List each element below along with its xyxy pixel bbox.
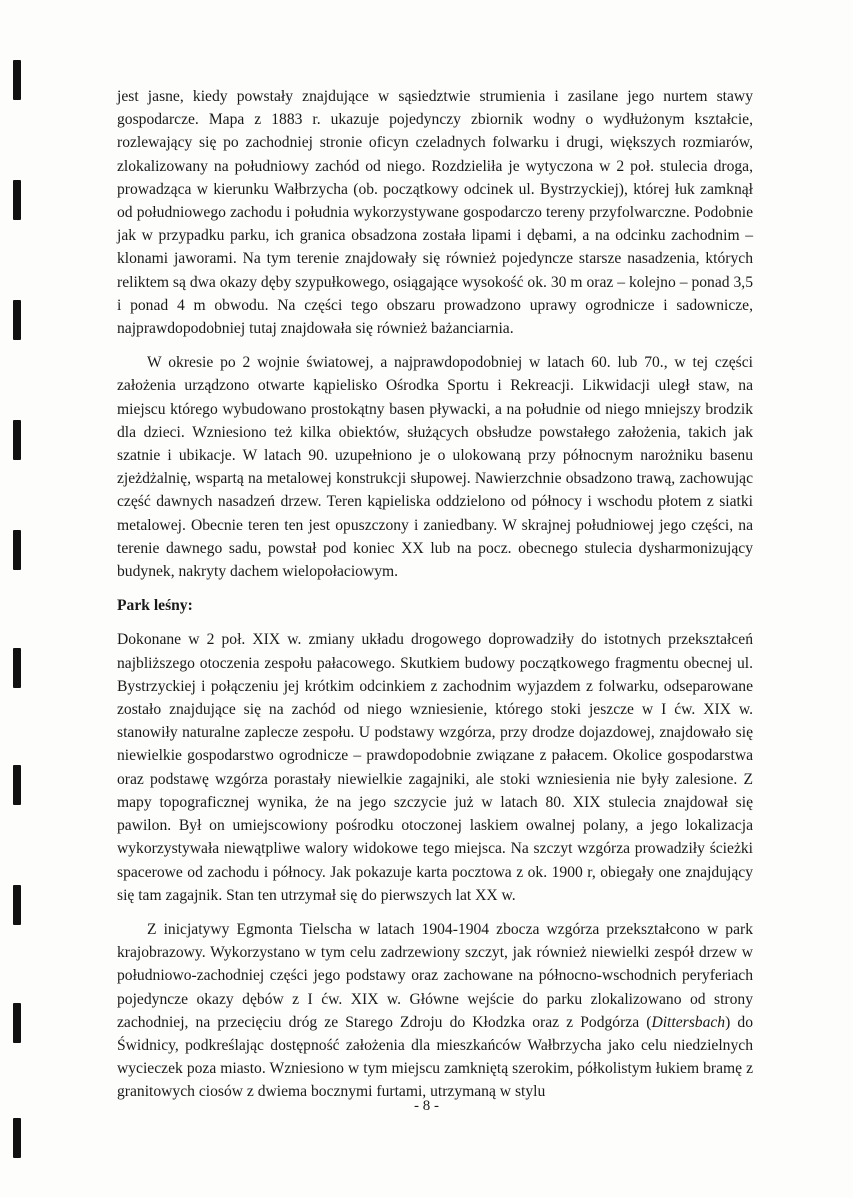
binder-hole-mark xyxy=(13,180,21,220)
binder-hole-mark xyxy=(13,885,21,925)
binder-hole-mark xyxy=(13,1003,21,1043)
paragraph-forest-park-history: Dokonane w 2 poł. XIX w. zmiany układu drogowego doprowadziły do istotnych przekształceń najbliższego otoczenia zespołu pałacowego. Skutkiem budowy początkowego fragmentu obecnej ul. Bystrzyckiej i połączeniu jej krótkim odcinkiem z zachodnim wyjazdem z folwarku, odseparowane zostało znajdujące się na zachód od niego wzniesienie, którego stoki jeszcze w I ćw. XIX w. stanowiły naturalne zaplecze zespołu. U podstawy wzgórza, przy drodze dojazdowej, znajdowało się niewielkie gospodarstwo ogrodnicze – prawdopodobnie związane z pałacem. Okolice gospodarstwa oraz podstawę wzgórza porastały niewielkie zagajniki, ale stoki wzniesienia nie były zalesione. Z mapy topograficznej wynika, że na jego szczycie już w latach 80. XIX stulecia znajdował się pawilon. Był on umiejscowiony pośrodku otoczonej laskiem owalnej polany, a jego lokalizacja wykorzystywała niewątpliwe walory widokowe tego miejsca. Na szczyt wzgórza prowadziły ścieżki spacerowe od zachodu i północy. Jak pokazuje karta pocztowa z ok. 1900 r, obiegały one znajdujący się tam zagajnik. Stan ten utrzymał się do pierwszych lat XX w. xyxy=(117,631,753,904)
paragraph-swimming-pool: W okresie po 2 wojnie światowej, a najprawdopodobniej w latach 60. lub 70., w tej części założenia urządzono otwarte kąpielisko Ośrodka Sportu i Rekreacji. Likwidacji uległ staw, na miejscu którego wybudowano prostokątny basen pływacki, a na południe od niego mniejszy brodzik dla dzieci. Wzniesiono też kilka obiektów, służących obsłudze powstałego założenia, takich jak szatnie i ubikacje. W latach 90. uzupełniono je o ulokowaną przy północnym narożniku basenu zjeżdżalnię, wspartą na metalowej konstrukcji słupowej. Nawierzchnie obsadzono trawą, zachowując część dawnych nasadzeń drzew. Teren kąpieliska oddzielono od północy i wschodu płotem z siatki metalowej. Obecnie teren ten jest opuszczony i zaniedbany. W skrajnej południowej jego części, na terenie dawnego sadu, powstał pod koniec XX lub na pocz. obecnego stulecia dysharmonizujący budynek, nakryty dachem wielopołaciowym. xyxy=(117,354,753,581)
paragraph-landscape-park xyxy=(117,918,753,1104)
binder-hole-mark xyxy=(13,300,21,340)
binder-hole-mark xyxy=(13,530,21,570)
binder-hole-mark xyxy=(13,648,21,688)
binder-hole-mark xyxy=(13,420,21,460)
document-body xyxy=(117,85,753,1104)
page-number: - 8 - xyxy=(414,1098,439,1114)
paragraph-text: ) do Świdnicy, podkreślając dostępność założenia dla mieszkańców Wałbrzycha jako celu niedzielnych wycieczek poza miasto. Wzniesiono w tym miejscu zamkniętą szerokim, półkolistym łukiem bramę z granitowych ciosów z dwiema bocznymi furtami, utrzymaną w stylu xyxy=(117,1013,754,1101)
paragraph-text: Z inicjatywy Egmonta Tielscha w latach 1904-1904 zbocza wzgórza przekształcono w park krajobrazowy. Wykorzystano w tym celu zadrzewiony szczyt, jak również niewielki zespół drzew w południowo-zachodniej części jego podstawy oraz zachowane na północno-wschodnich peryferiach pojedyncze okazy dębów z I ćw. XIX w. Główne wejście do parku zlokalizowano od strony zachodniej, na przecięciu dróg ze Starego Zdroju do Kłodzka oraz z Podgórza ( xyxy=(117,920,753,1031)
italic-place-name: Dittersbach xyxy=(651,1013,726,1031)
paragraph-ponds: jest jasne, kiedy powstały znajdujące w sąsiedztwie strumienia i zasilane jego nurtem stawy gospodarcze. Mapa z 1883 r. ukazuje pojedynczy zbiornik wodny o wydłużonym kształcie, rozlewający się po zachodniej stronie oficyn czeladnych folwarku i drugi, większych rozmiarów, zlokalizowany na południowy zachód od niego. Rozdzieliła je wytyczona w 2 poł. stulecia droga, prowadząca w kierunku Wałbrzycha (ob. początkowy odcinek ul. Bystrzyckiej), której łuk zamknął od południowego zachodu i południa wykorzystywane gospodarczo tereny przyfolwarczne. Podobnie jak w przypadku parku, ich granica obsadzona została lipami i dębami, a na odcinku zachodnim – klonami jaworami. Na tym terenie znajdowały się również pojedyncze starsze nasadzenia, których reliktem są dwa okazy dęby szypułkowego, osiągające wysokość ok. 30 m oraz – kolejno – ponad 3,5 i ponad 4 m obwodu. Na części tego obszaru prowadzono uprawy ogrodnicze i sadownicze, najprawdopodobniej tutaj znajdowała się również bażanciarnia. xyxy=(117,88,753,338)
section-heading-forest-park: Park leśny: xyxy=(117,597,193,615)
binder-hole-mark xyxy=(13,60,21,100)
binder-hole-mark xyxy=(13,765,21,805)
binder-hole-mark xyxy=(13,1118,21,1158)
